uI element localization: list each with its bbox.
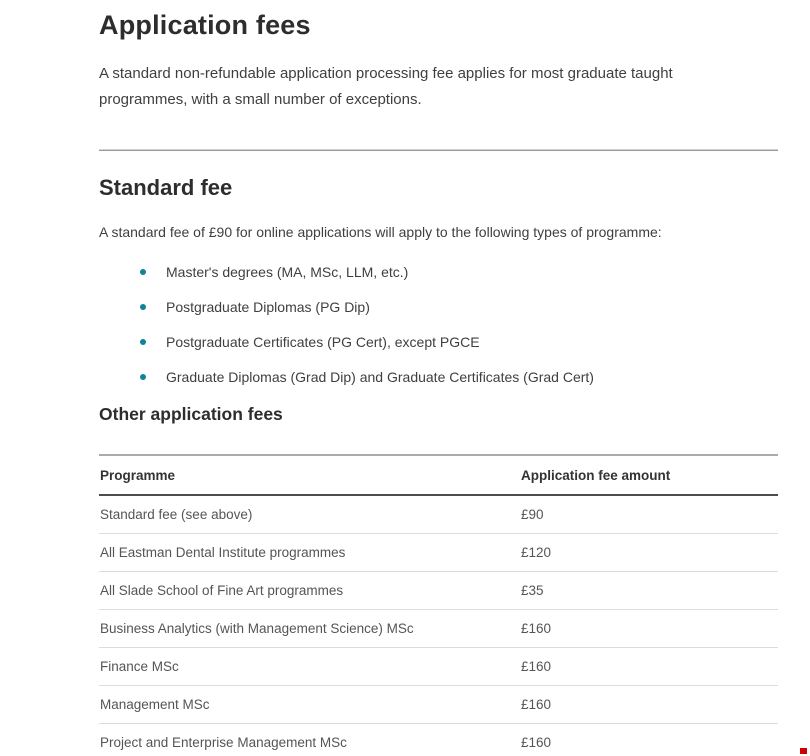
- amount-cell: £160: [520, 724, 778, 756]
- list-item: [99, 368, 778, 386]
- table-row: [99, 724, 778, 756]
- amount-cell: £35: [520, 572, 778, 610]
- programme-cell: Standard fee (see above): [99, 495, 520, 534]
- amount-cell: £90: [520, 495, 778, 534]
- table-header-amount: Application fee amount: [520, 455, 778, 495]
- amount-cell: £160: [520, 610, 778, 648]
- main-content: [99, 0, 778, 756]
- table-header-programme: Programme: [99, 455, 520, 495]
- programme-cell: Business Analytics (with Management Science) MSc: [99, 610, 520, 648]
- amount-cell: £120: [520, 534, 778, 572]
- list-item-label: Master's degrees (MA, MSc, LLM, etc.): [166, 264, 409, 280]
- list-item: [99, 298, 778, 316]
- programme-cell: All Slade School of Fine Art programmes: [99, 572, 520, 610]
- programme-cell: All Eastman Dental Institute programmes: [99, 534, 520, 572]
- table-row: [99, 495, 778, 534]
- table-row: [99, 686, 778, 724]
- section-divider: [99, 149, 778, 151]
- list-item: [99, 333, 778, 351]
- standard-fee-heading: Standard fee: [99, 175, 233, 200]
- page-title: Application fees: [99, 10, 311, 40]
- table-row: [99, 572, 778, 610]
- intro-paragraph: A standard non-refundable application processing fee applies for most graduate taught programmes, with a small number of exceptions.: [99, 65, 673, 108]
- bullet-icon: [140, 304, 146, 310]
- programme-cell: Finance MSc: [99, 648, 520, 686]
- programme-cell: Project and Enterprise Management MSc: [99, 724, 520, 756]
- bullet-icon: [140, 269, 146, 275]
- bullet-icon: [140, 374, 146, 380]
- red-corner-marker: [800, 748, 807, 754]
- list-item: [99, 263, 778, 281]
- list-item-label: Postgraduate Diplomas (PG Dip): [166, 299, 370, 315]
- table-row: [99, 534, 778, 572]
- standard-fee-description: A standard fee of £90 for online applications will apply to the following types of programme:: [99, 224, 662, 240]
- list-item-label: Graduate Diplomas (Grad Dip) and Graduate Certificates (Grad Cert): [166, 369, 594, 385]
- list-item-label: Postgraduate Certificates (PG Cert), except PGCE: [166, 334, 480, 350]
- table-row: [99, 648, 778, 686]
- other-fees-heading: Other application fees: [99, 404, 283, 424]
- fee-types-list: [99, 263, 778, 386]
- fees-table: [99, 454, 778, 756]
- amount-cell: £160: [520, 648, 778, 686]
- table-row: [99, 610, 778, 648]
- programme-cell: Management MSc: [99, 686, 520, 724]
- bullet-icon: [140, 339, 146, 345]
- amount-cell: £160: [520, 686, 778, 724]
- table-header-row: [99, 455, 778, 495]
